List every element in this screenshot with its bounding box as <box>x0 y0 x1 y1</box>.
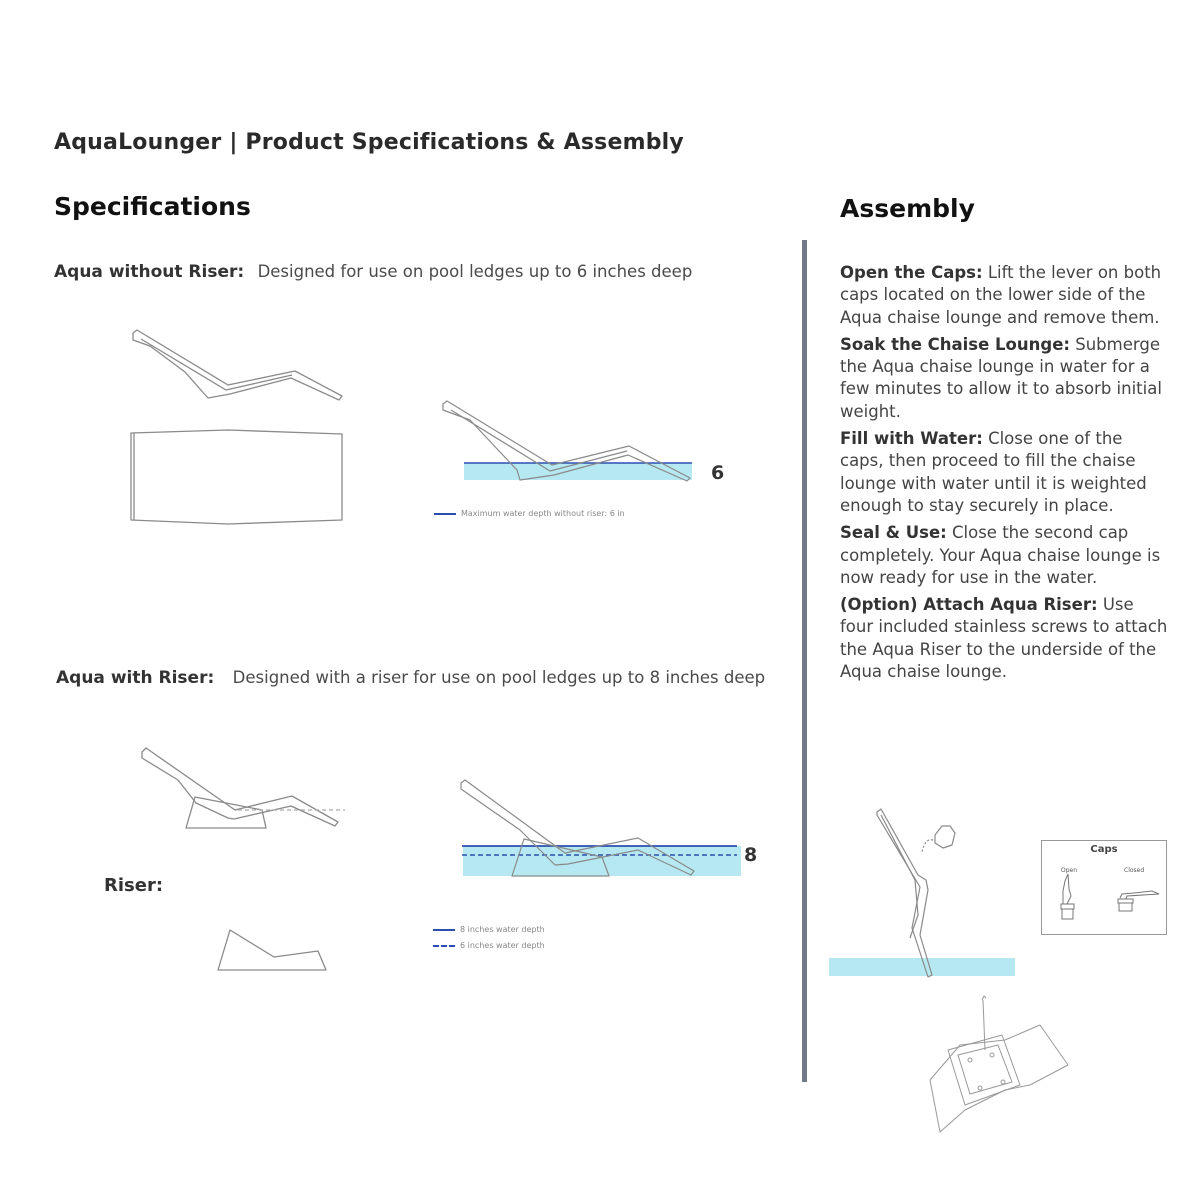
legend-max-depth: Maximum water depth without riser: 6 in <box>434 509 625 518</box>
depth-marker-8: 8 <box>744 844 758 866</box>
spec-description: Designed with a riser for use on pool ledges up to 8 inches deep <box>232 668 766 687</box>
caps-title: Caps <box>1090 844 1118 855</box>
assembly-step: (Option) Attach Aqua Riser: Use four included stainless screws to attach the Aqua Riser to the underside of the Aqua chaise lounge. <box>840 595 1168 682</box>
assembly-heading: Assembly <box>840 194 975 223</box>
assembly-step: Seal & Use: Close the second cap completely. Your Aqua chaise lounge is now ready for use in the water. <box>840 523 1161 587</box>
assembly-step: Open the Caps: Lift the lever on both caps located on the lower side of the Aqua chaise lounge and remove them. <box>840 263 1162 327</box>
spec-label: Aqua without Riser: <box>54 262 245 282</box>
depth-marker-6: 6 <box>711 462 725 484</box>
spec-label: Aqua with Riser: <box>56 668 215 688</box>
caps-closed-label: Closed <box>1124 867 1145 874</box>
assembly-step: Soak the Chaise Lounge: Submerge the Aqua chaise lounge in water for a few minutes to allow it to absorb initial weight. <box>840 334 1162 421</box>
legend-6in: 6 inches water depth <box>433 941 545 950</box>
riser-label: Riser: <box>104 875 164 896</box>
assembly-step: Fill with Water: Close one of the caps, then proceed to fill the chaise lounge with water until it is weighted enough to stay securely in place. <box>840 429 1147 515</box>
specifications-heading: Specifications <box>54 192 251 221</box>
document-title: AquaLounger | Product Specifications & Assembly <box>54 130 684 155</box>
caps-open-label: Open <box>1061 867 1078 874</box>
legend-8in: 8 inches water depth <box>433 925 545 934</box>
spec-description: Designed for use on pool ledges up to 6 inches deep <box>257 262 693 281</box>
